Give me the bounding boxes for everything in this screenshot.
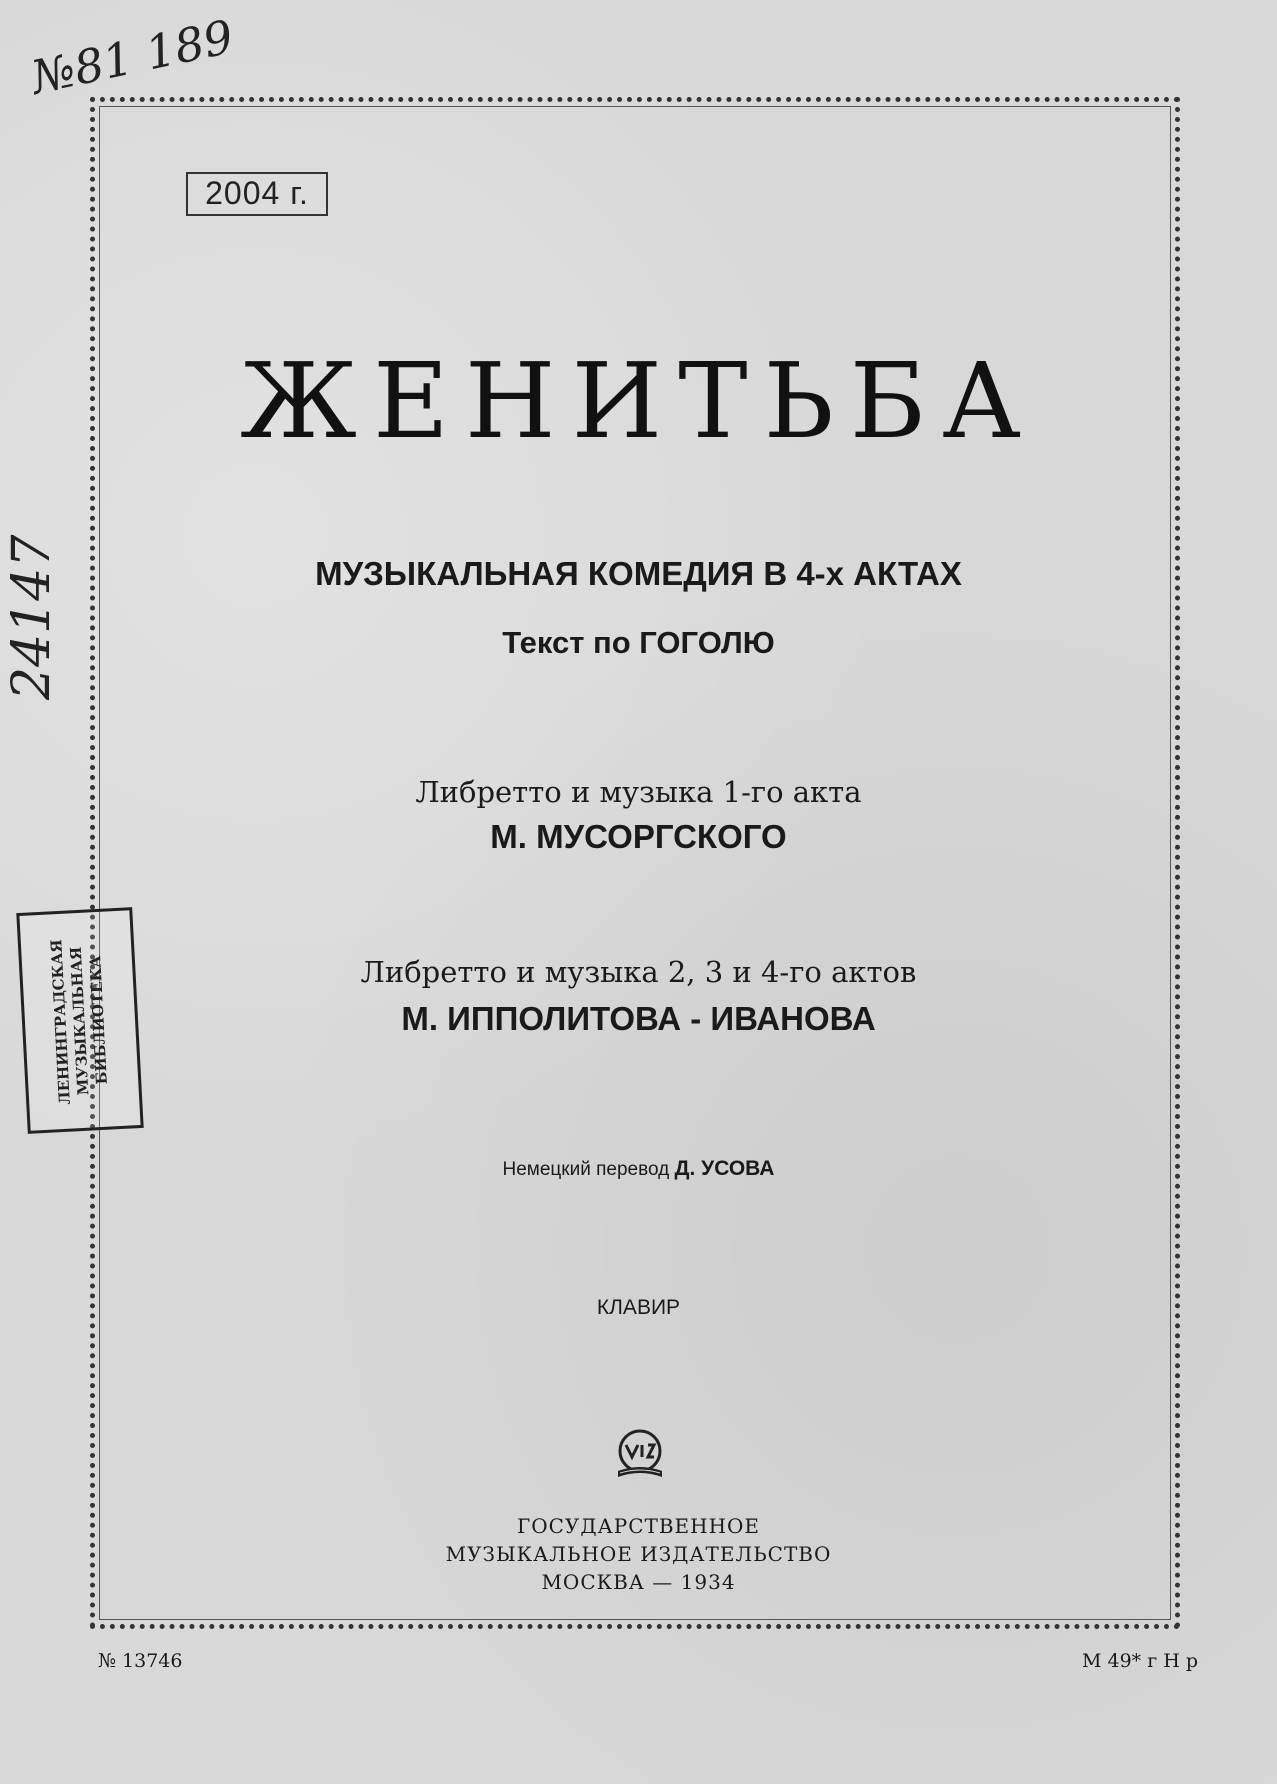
- translator-name: Д. УСОВА: [674, 1157, 775, 1180]
- handwritten-top-note: №81 189: [26, 9, 238, 105]
- translation-label: Немецкий перевод: [502, 1159, 670, 1180]
- year-stamp: 2004 г.: [186, 172, 328, 216]
- publisher-block: [0, 1512, 1277, 1596]
- library-stamp-line: МУЗЫКАЛЬНАЯ: [66, 945, 93, 1096]
- acts-2-4-author: М. ИППОЛИТОВА - ИВАНОВА: [401, 1000, 876, 1037]
- handwritten-side-number: 24147: [2, 534, 62, 700]
- act1-author: М. МУСОРГСКОГО: [490, 818, 787, 855]
- subtitle: МУЗЫКАЛЬНАЯ КОМЕДИЯ В 4-х АКТАХ: [315, 555, 962, 592]
- text-source: Текст по ГОГОЛЮ: [502, 625, 775, 660]
- publisher-line: МУЗЫКАЛЬНОЕ ИЗДАТЕЛЬСТВО: [445, 1542, 832, 1566]
- translation-credit: [0, 1157, 1277, 1181]
- publisher-line: МОСКВА — 1934: [541, 1570, 736, 1594]
- price-code: М 49* г Н р: [1082, 1650, 1198, 1672]
- inner-border: [99, 106, 1171, 1620]
- acts-2-4-credit-line: Либретто и музыка 2, 3 и 4-го актов: [360, 955, 917, 989]
- catalog-number: № 13746: [98, 1650, 183, 1672]
- library-stamp-line: БИБЛИОТЕКА: [86, 954, 111, 1085]
- act1-credit-line: Либретто и музыка 1-го акта: [415, 775, 862, 809]
- edition-format: КЛАВИР: [596, 1296, 681, 1319]
- publisher-line: ГОСУДАРСТВЕННОЕ: [516, 1514, 761, 1538]
- page-title: ЖЕНИТЬБА: [240, 340, 1037, 462]
- publisher-emblem-icon: [612, 1427, 668, 1481]
- library-stamp-line: ЛЕНИНГРАДСКАЯ: [47, 938, 74, 1105]
- dotted-border-frame: [90, 97, 1180, 1629]
